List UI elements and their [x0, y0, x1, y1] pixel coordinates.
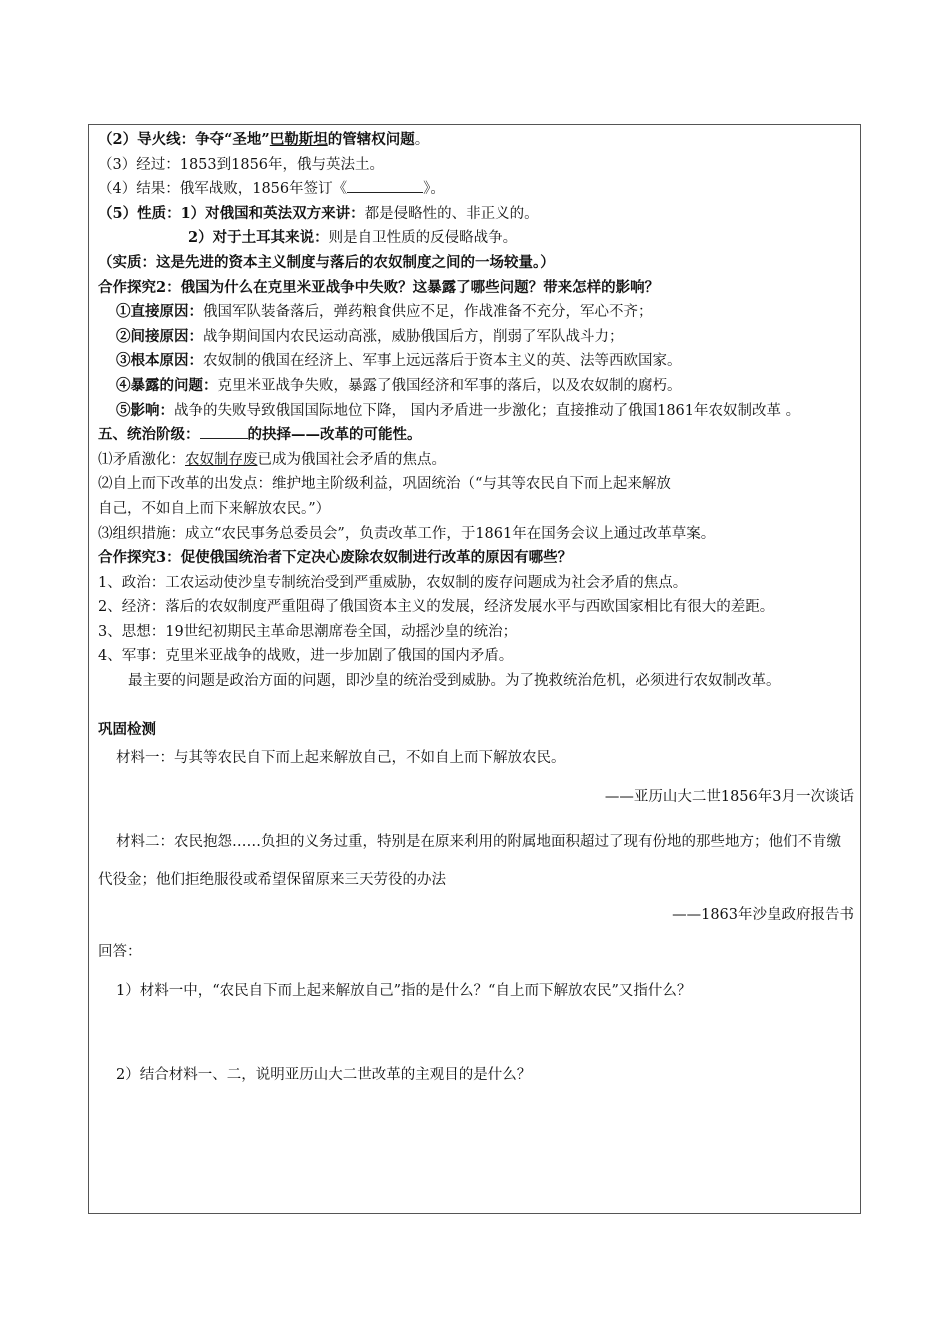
- palestine-term: 巴勒斯坦: [269, 131, 328, 148]
- impact-text: 战争的失败导致俄国国际地位下降， 国内矛盾进一步激化；直接推动了俄国1861年农奴制改革 。: [174, 402, 801, 419]
- content-body: [98, 128, 854, 1088]
- answer-label: 回答：: [98, 944, 142, 961]
- direct-cause-text: 俄国军队装备落后，弹药粮食供应不足，作战准备不充分，军心不齐；: [203, 304, 653, 321]
- line-military: 4、军事：克里米亚战争的战败，进一步加剧了俄国的国内矛盾。: [98, 648, 514, 665]
- material-2-source: ——1863年沙皇政府报告书: [672, 907, 854, 924]
- line-result: [98, 177, 854, 202]
- line-starting-point-cont: 自己，不如自上而下来解放农民。”）: [98, 500, 331, 517]
- line-exposed-problem: [98, 374, 854, 399]
- exposed-problem-text: 克里米亚战争失败，暴露了俄国经济和军事的落后，以及农奴制的腐朽。: [217, 377, 682, 394]
- line-trigger: [98, 128, 854, 153]
- serfdom-term: 农奴制存废: [185, 451, 258, 468]
- question-2: 2）结合材料一、二，说明亚历山大二世改革的主观目的是什么？: [116, 1067, 532, 1084]
- line-direct-cause: [98, 300, 854, 325]
- line-process: （3）经过：1853到1856年，俄与英法土。: [98, 156, 385, 173]
- section-5-heading: [98, 423, 854, 448]
- trigger-text-end: 的管辖权问题: [327, 131, 415, 148]
- line-nature-2: [98, 226, 854, 251]
- question-1: 1）材料一中，“农民自下而上起来解放自己”指的是什么？“自上而下解放农民”又指什么？: [116, 982, 692, 999]
- line-starting-point: ⑵自上而下改革的出发点：维护地主阶级利益，巩固统治（“与其等农民自下而上起来解放: [98, 476, 671, 493]
- class-blank: [200, 423, 248, 439]
- material-2: 材料二：农民抱怨……负担的义务过重，特别是在原来利用的附属地面积超过了现有份地的那些地方；他们不肯缴代役金；他们拒绝服役或希望保留原来三天劳役的办法: [98, 834, 841, 889]
- material-1-source: ——亚历山大二世1856年3月一次谈话: [604, 788, 854, 805]
- line-impact: [98, 399, 854, 424]
- inquiry-3-heading: 合作探究3：促使俄国统治者下定决心废除农奴制进行改革的原因有哪些？: [98, 549, 573, 567]
- nature-text-2: 则是自卫性质的反侵略战争。: [328, 230, 518, 247]
- section-5-label: 五、统治阶级：: [98, 426, 200, 444]
- root-cause-text: 农奴制的俄国在经济上、军事上远远落后于资本主义的英、法等西欧国家。: [203, 353, 682, 370]
- trigger-text: 争夺“圣地”: [195, 131, 270, 148]
- trigger-period: 。: [414, 132, 430, 148]
- line-nature-1: [98, 202, 854, 227]
- consolidation-heading: 巩固检测: [98, 720, 156, 738]
- result-end: 》。: [423, 181, 445, 198]
- root-cause-label: ③根本原因：: [116, 352, 203, 370]
- line-indirect-cause: [98, 325, 854, 350]
- line-essence: （实质：这是先进的资本主义制度与落后的农奴制度之间的一场较量。）: [98, 253, 555, 271]
- conflict-label: ⑴矛盾激化：: [98, 451, 185, 468]
- line-thought: 3、思想：19世纪初期民主革命思潮席卷全国，动摇沙皇的统治；: [98, 623, 518, 640]
- trigger-label: （2）导火线：: [98, 131, 196, 148]
- indirect-cause-label: ②间接原因：: [116, 327, 203, 345]
- inquiry-2-heading: 合作探究2：俄国为什么在克里米亚战争中失败？这暴露了哪些问题？带来怎样的影响？: [98, 278, 660, 296]
- direct-cause-label: ①直接原因：: [116, 303, 203, 321]
- nature-text-1: 都是侵略性的、非正义的。: [364, 205, 539, 222]
- material-1: 材料一：与其等农民自下而上起来解放自己，不如自上而下解放农民。: [116, 750, 566, 767]
- line-politics: 1、政治：工农运动使沙皇专制统治受到严重威胁，农奴制的废存问题成为社会矛盾的焦点。: [98, 574, 688, 591]
- nature-label-2: 2）对于土耳其来说：: [188, 229, 329, 247]
- line-economy: 2、经济：落后的农奴制度严重阻碍了俄国资本主义的发展，经济发展水平与西欧国家相比有很大的差距。: [98, 599, 775, 616]
- indirect-cause-text: 战争期间国内农民运动高涨，威胁俄国后方，削弱了军队战斗力；: [203, 328, 624, 345]
- nature-label: （5）性质：1）对俄国和英法双方来讲：: [98, 204, 365, 222]
- treaty-blank: [347, 177, 423, 193]
- impact-label: ⑤影响：: [116, 401, 174, 419]
- line-conflict: [98, 448, 854, 473]
- exposed-problem-label: ④暴露的问题：: [116, 376, 218, 394]
- line-measures: ⑶组织措施：成立“农民事务总委员会”，负责改革工作，于1861年在国务会议上通过改革草案。: [98, 525, 716, 542]
- line-root-cause: [98, 349, 854, 374]
- result-text: （4）结果：俄军战败，1856年签订《: [98, 181, 348, 198]
- conflict-text: 已成为俄国社会矛盾的焦点。: [257, 451, 446, 468]
- section-5-title: 的抉择——改革的可能性。: [247, 426, 422, 444]
- line-main-problem: 最主要的问题是政治方面的问题，即沙皇的统治受到威胁。为了挽救统治危机，必须进行农奴制改革。: [128, 673, 781, 690]
